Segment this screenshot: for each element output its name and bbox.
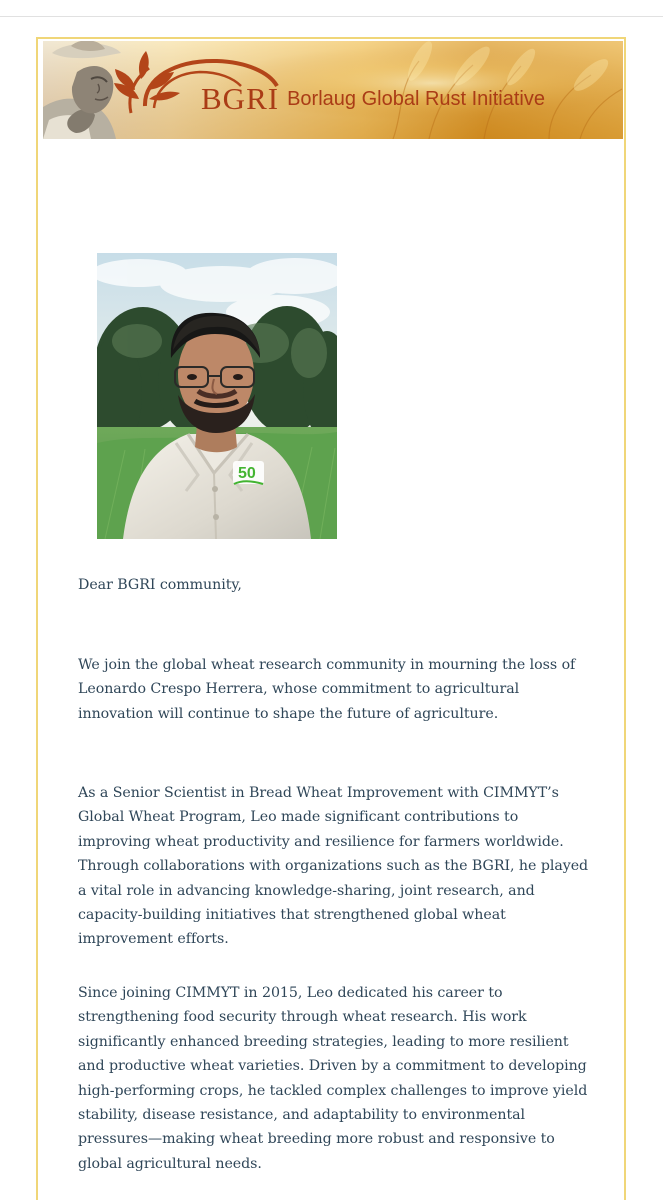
memorial-paragraph: We join the global wheat research community in mourning the loss of Leonardo Crespo Herrera, whose commitment to agricultural innovation will continue to shape the future of agriculture. <box>78 657 576 722</box>
bgri-header-banner <box>43 41 623 139</box>
cimmyt-shirt-logo-icon <box>233 461 264 484</box>
memorial-portrait-image <box>97 253 337 539</box>
bgri-wordmark <box>201 83 545 114</box>
leonardo-crespo-herrera-portrait <box>97 253 337 539</box>
svg-text:50: 50 <box>238 465 256 482</box>
newsletter-email-card <box>36 37 626 1200</box>
bgri-full-name: Borlaug Global Rust Initiative <box>287 87 545 110</box>
career-paragraph: As a Senior Scientist in Bread Wheat Improvement with CIMMYT’s Global Wheat Program, Leo made significant contributions to improving wheat productivity and resilience for farmers worldwide. Through collaborations with organizations such as the BGRI, he played a vital role in advancing knowledge-sharing, joint research, and capacity-building initiatives that strengthened global wheat improvement efforts. <box>78 785 589 948</box>
bgri-acronym: BGRI <box>201 81 280 116</box>
research-impact-paragraph: Since joining CIMMYT in 2015, Leo dedicated his career to strengthening food security through wheat research. His work significantly enhanced breeding strategies, leading to more resilient and productive wheat varieties. Driven by a commitment to developing high-performing crops, he tackled complex challenges to improve yield stability, disease resistance, and adaptability to environmental pressures—making wheat breeding more robust and responsive to global agricultural needs. <box>78 985 588 1172</box>
email-viewer-top-bar <box>0 0 663 17</box>
email-greeting: Dear BGRI community, <box>78 577 242 593</box>
